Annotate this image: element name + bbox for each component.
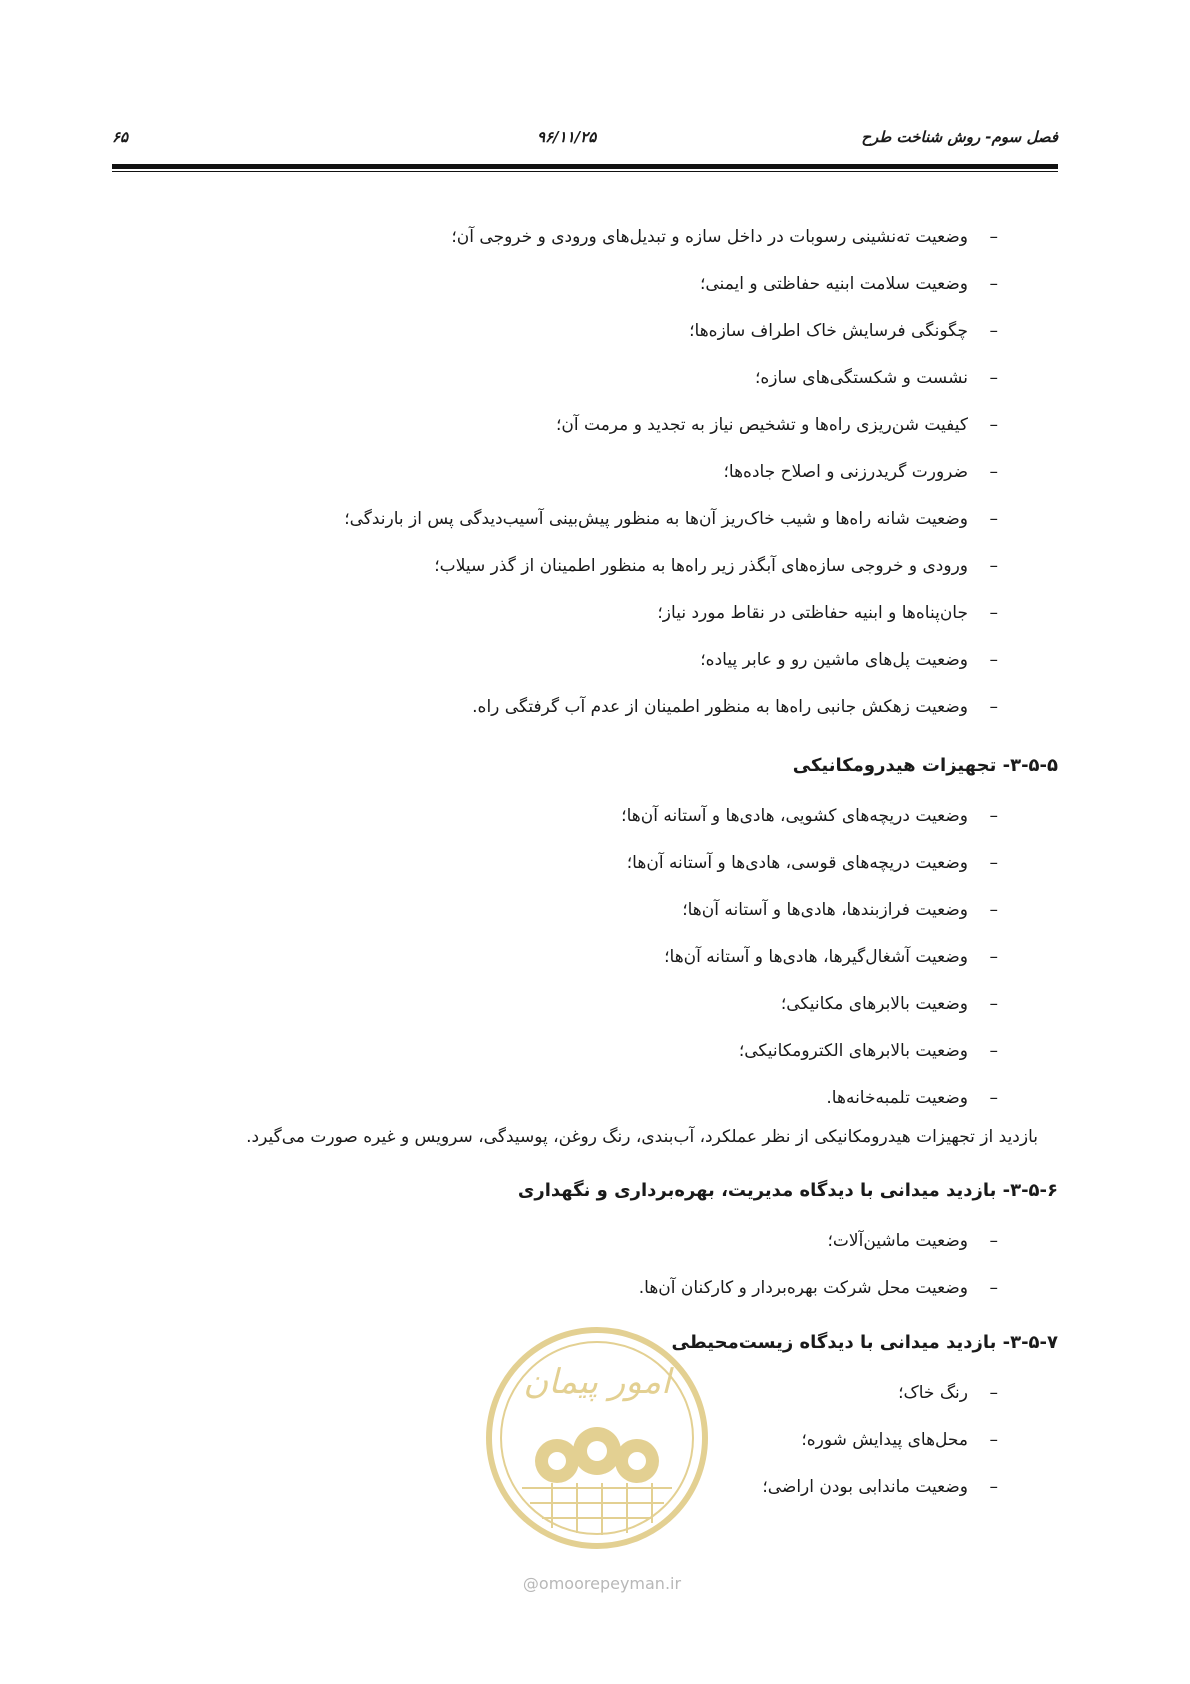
list-item-text: وضعیت تلمبه‌خانه‌ها. — [826, 1088, 968, 1108]
dash-marker: – — [989, 274, 998, 294]
list-item — [112, 981, 998, 1028]
list-item — [112, 590, 998, 637]
dash-marker: – — [989, 462, 998, 482]
list-item-text: ضرورت گریدرزنی و اصلاح جاده‌ها؛ — [723, 462, 968, 482]
list-item-text: جان‌پناه‌ها و ابنیه حفاظتی در نقاط مورد نیاز؛ — [657, 603, 968, 623]
list-item — [112, 887, 998, 934]
dash-marker: – — [989, 1088, 998, 1108]
list-item-text: وضعیت دریچه‌های قوسی، هادی‌ها و آستانه آن‌ها؛ — [626, 853, 968, 873]
page-content — [112, 214, 1058, 1511]
list-item-text: نشست و شکستگی‌های سازه؛ — [754, 368, 968, 388]
list-item — [112, 449, 998, 496]
dash-marker: – — [989, 947, 998, 967]
inspection-list-roads — [112, 214, 1058, 731]
list-item-text: وضعیت ته‌نشینی رسوبات در داخل سازه و تبدیل‌های ورودی و خروجی آن؛ — [451, 227, 968, 247]
list-item — [112, 214, 998, 261]
list-item — [112, 543, 998, 590]
list-item-text: وضعیت آشغال‌گیرها، هادی‌ها و آستانه آن‌ها؛ — [664, 947, 968, 967]
list-item-text: وضعیت پل‌های ماشین رو و عابر پیاده؛ — [700, 650, 968, 670]
dash-marker: – — [989, 697, 998, 717]
page-header — [112, 128, 1058, 152]
list-item — [112, 637, 998, 684]
chapter-title: فصل سوم- روش شناخت طرح — [861, 128, 1058, 146]
list-item-text: کیفیت شن‌ریزی راه‌ها و تشخیص نیاز به تجدید و مرمت آن؛ — [555, 415, 968, 435]
list-item-text: رنگ خاک؛ — [898, 1383, 968, 1403]
dash-marker: – — [989, 556, 998, 576]
list-item-text: وضعیت سلامت ابنیه حفاظتی و ایمنی؛ — [699, 274, 968, 294]
list-item-text: چگونگی فرسایش خاک اطراف سازه‌ها؛ — [689, 321, 968, 341]
list-item-text: وضعیت دریچه‌های کشویی، هادی‌ها و آستانه آن‌ها؛ — [621, 806, 968, 826]
list-item-text: وضعیت بالابرهای مکانیکی؛ — [780, 994, 968, 1014]
list-item — [112, 355, 998, 402]
section-heading-environmental: ۳-۵-۷- بازدید میدانی با دیدگاه زیست‌محیطی — [671, 1332, 1058, 1353]
inspection-list-hydromechanical — [112, 793, 1058, 1122]
list-item — [112, 1265, 998, 1312]
dash-marker: – — [989, 806, 998, 826]
list-item — [112, 402, 998, 449]
list-item-text: وضعیت محل شرکت بهره‌بردار و کارکنان آن‌ها. — [638, 1278, 968, 1298]
dash-marker: – — [989, 1278, 998, 1298]
list-item — [112, 1075, 998, 1122]
dash-marker: – — [989, 509, 998, 529]
watermark-site: @omoorepeyman.ir — [522, 1574, 682, 1593]
dash-marker: – — [989, 1477, 998, 1497]
list-item-text: وضعیت فرازبندها، هادی‌ها و آستانه آن‌ها؛ — [682, 900, 968, 920]
list-item-text: وضعیت بالابرهای الکترومکانیکی؛ — [738, 1041, 968, 1061]
list-item — [112, 1218, 998, 1265]
list-item-text: محل‌های پیدایش شوره؛ — [801, 1430, 968, 1450]
section-heading-hydromechanical: ۳-۵-۵- تجهیزات هیدرومکانیکی — [792, 755, 1058, 776]
list-item — [112, 840, 998, 887]
list-item — [112, 261, 998, 308]
list-item-text: وضعیت ماشین‌آلات؛ — [827, 1231, 968, 1251]
watermark-logo-icon — [482, 1323, 712, 1553]
list-item — [112, 793, 998, 840]
inspection-list-management — [112, 1218, 1058, 1312]
dash-marker: – — [989, 227, 998, 247]
list-item — [112, 684, 998, 731]
header-divider — [112, 164, 1058, 169]
dash-marker: – — [989, 1041, 998, 1061]
list-item-text: ورودی و خروجی سازه‌های آبگذر زیر راه‌ها به منظور اطمینان از گذر سیلاب؛ — [434, 556, 968, 576]
dash-marker: – — [989, 853, 998, 873]
list-item — [112, 1028, 998, 1075]
list-item-text: وضعیت زهکش جانبی راه‌ها به منظور اطمینان از عدم آب گرفتگی راه. — [472, 697, 968, 717]
dash-marker: – — [989, 900, 998, 920]
dash-marker: – — [989, 368, 998, 388]
header-date: ۹۶/۱۱/۲۵ — [537, 128, 597, 146]
list-item-text: وضعیت ماندابی بودن اراضی؛ — [762, 1477, 968, 1497]
dash-marker: – — [989, 415, 998, 435]
hydromechanical-paragraph: بازدید از تجهیزات هیدرومکانیکی از نظر عملکرد، آب‌بندی، رنگ روغن، پوسیدگی، سرویس و غیره صورت می‌گیرد. — [246, 1127, 1038, 1147]
section-heading-management: ۳-۵-۶- بازدید میدانی با دیدگاه مدیریت، بهره‌برداری و نگهداری — [517, 1180, 1058, 1201]
header-divider-thin — [112, 171, 1058, 172]
list-item — [112, 934, 998, 981]
dash-marker: – — [989, 321, 998, 341]
dash-marker: – — [989, 1383, 998, 1403]
dash-marker: – — [989, 603, 998, 623]
dash-marker: – — [989, 650, 998, 670]
page-number: ۶۵ — [112, 128, 129, 146]
list-item — [112, 308, 998, 355]
dash-marker: – — [989, 1231, 998, 1251]
dash-marker: – — [989, 994, 998, 1014]
list-item-text: وضعیت شانه راه‌ها و شیب خاک‌ریز آن‌ها به منظور پیش‌بینی آسیب‌دیدگی پس از بارندگی؛ — [344, 509, 968, 529]
dash-marker: – — [989, 1430, 998, 1450]
watermark-logo-text: امور پیمان — [523, 1362, 671, 1402]
list-item — [112, 496, 998, 543]
